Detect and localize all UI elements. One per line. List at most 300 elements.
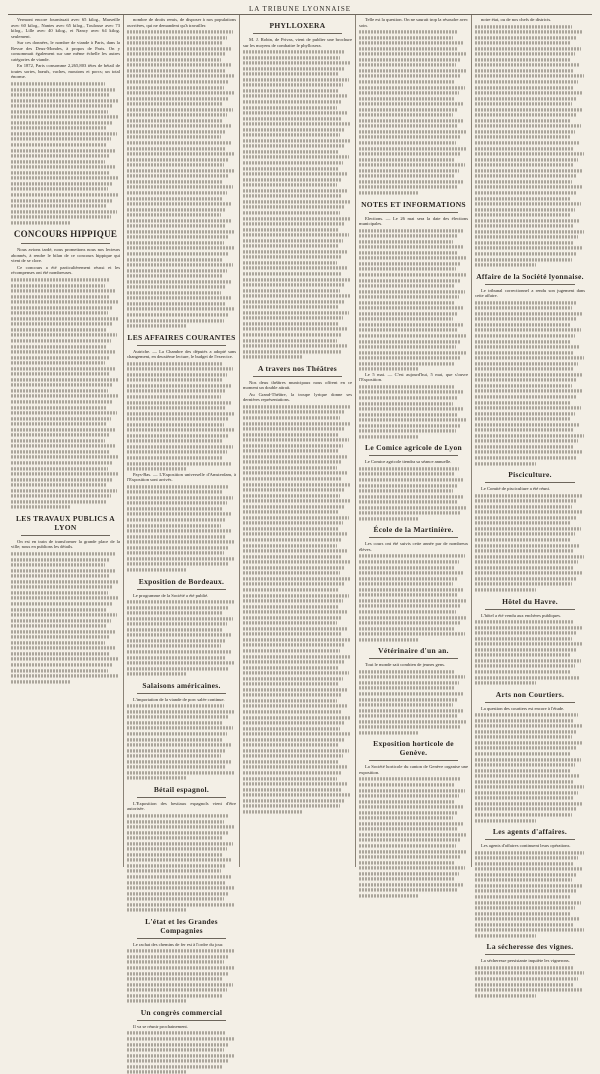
section-rule bbox=[369, 658, 458, 659]
text-line bbox=[475, 30, 582, 33]
text-line bbox=[475, 620, 573, 623]
text-line bbox=[243, 422, 350, 425]
text-line bbox=[127, 738, 222, 741]
text-line bbox=[475, 180, 572, 183]
text-line bbox=[127, 86, 224, 89]
text-line bbox=[243, 250, 348, 253]
text-line bbox=[243, 239, 343, 242]
text-line bbox=[359, 725, 461, 728]
text-line bbox=[475, 395, 576, 398]
text-line bbox=[11, 160, 105, 163]
text-line bbox=[127, 406, 225, 409]
text-line bbox=[475, 983, 573, 986]
text-line bbox=[475, 306, 572, 309]
text-line bbox=[475, 147, 574, 150]
section-heading: Bétail espagnol. bbox=[153, 784, 210, 794]
text-line bbox=[475, 538, 570, 541]
text-line bbox=[359, 86, 465, 89]
text-line bbox=[475, 505, 572, 508]
text-line bbox=[475, 141, 580, 144]
text-line bbox=[475, 994, 536, 997]
text-line bbox=[127, 950, 235, 953]
text-line bbox=[475, 318, 576, 321]
text-line bbox=[243, 766, 348, 769]
text-line bbox=[11, 121, 112, 124]
text-line bbox=[11, 591, 108, 594]
text-line bbox=[359, 306, 464, 309]
text-line bbox=[11, 624, 106, 627]
text-line bbox=[11, 334, 117, 337]
text-line bbox=[127, 280, 232, 283]
text-line bbox=[359, 257, 467, 260]
text-line bbox=[127, 535, 225, 538]
article-paragraph: Les cours ont été suivis cette année par de nombreux élèves. bbox=[359, 541, 468, 552]
text-line bbox=[11, 635, 110, 638]
text-line bbox=[127, 324, 187, 327]
text-line bbox=[243, 638, 351, 641]
text-line bbox=[127, 191, 227, 194]
text-line bbox=[243, 172, 348, 175]
text-line bbox=[243, 145, 344, 148]
text-line bbox=[475, 802, 583, 805]
text-column bbox=[240, 15, 356, 867]
text-line bbox=[11, 558, 110, 561]
text-line bbox=[127, 1000, 187, 1003]
text-line bbox=[127, 114, 227, 117]
text-line bbox=[359, 632, 465, 635]
text-line bbox=[359, 340, 461, 343]
text-line bbox=[127, 147, 225, 150]
text-line bbox=[359, 130, 467, 133]
text-line bbox=[11, 450, 109, 453]
text-line bbox=[475, 747, 576, 750]
text-line bbox=[127, 58, 221, 61]
text-line bbox=[475, 923, 574, 926]
text-line bbox=[11, 395, 118, 398]
text-line bbox=[243, 805, 340, 808]
text-line bbox=[475, 856, 578, 859]
text-line bbox=[243, 217, 350, 220]
text-line bbox=[475, 230, 584, 233]
section-rule bbox=[137, 693, 226, 694]
text-line bbox=[127, 966, 234, 969]
text-line bbox=[359, 731, 419, 734]
text-line bbox=[475, 384, 572, 387]
text-line bbox=[359, 391, 464, 394]
section-rule bbox=[137, 589, 226, 590]
text-line bbox=[243, 67, 344, 70]
text-line bbox=[11, 378, 119, 381]
text-line bbox=[127, 820, 224, 823]
text-line bbox=[475, 917, 580, 920]
section-heading: LES AFFAIRES COURANTES bbox=[127, 332, 236, 342]
text-line bbox=[11, 188, 108, 191]
text-line bbox=[127, 513, 232, 516]
section-rule bbox=[485, 954, 575, 955]
text-line bbox=[359, 800, 454, 803]
text-line bbox=[359, 839, 461, 842]
text-line bbox=[475, 884, 582, 887]
text-line bbox=[359, 351, 466, 354]
text-line bbox=[243, 655, 350, 658]
text-line bbox=[127, 462, 232, 465]
text-line bbox=[11, 295, 109, 298]
text-line bbox=[475, 429, 574, 432]
text-line bbox=[475, 58, 570, 61]
text-line bbox=[359, 703, 453, 706]
text-line bbox=[127, 108, 233, 111]
text-line bbox=[243, 73, 339, 76]
text-line bbox=[359, 53, 467, 56]
text-line bbox=[11, 461, 113, 464]
text-line bbox=[127, 650, 231, 653]
text-line bbox=[359, 125, 457, 128]
text-line bbox=[243, 694, 342, 697]
text-line bbox=[127, 836, 223, 839]
text-line bbox=[475, 202, 581, 205]
section-rule bbox=[137, 1020, 226, 1021]
section-rule bbox=[369, 455, 458, 456]
text-line bbox=[359, 889, 458, 892]
text-line bbox=[475, 312, 582, 315]
text-line bbox=[243, 721, 345, 724]
text-line bbox=[359, 229, 464, 232]
text-line bbox=[359, 866, 465, 869]
text-line bbox=[243, 633, 341, 636]
text-line bbox=[243, 150, 339, 153]
text-line bbox=[359, 506, 467, 509]
text-line bbox=[359, 484, 458, 487]
text-line bbox=[475, 791, 578, 794]
text-line bbox=[11, 99, 119, 102]
text-line bbox=[359, 69, 466, 72]
text-line bbox=[127, 158, 229, 161]
text-line bbox=[475, 797, 573, 800]
text-line bbox=[359, 385, 454, 388]
text-line bbox=[11, 323, 112, 326]
text-line bbox=[11, 284, 105, 287]
text-line bbox=[243, 688, 348, 691]
text-line bbox=[127, 445, 233, 448]
text-line bbox=[11, 574, 109, 577]
text-line bbox=[243, 660, 344, 663]
text-line bbox=[359, 473, 454, 476]
text-line bbox=[243, 206, 345, 209]
text-line bbox=[359, 58, 461, 61]
section-rule bbox=[253, 33, 342, 34]
article-paragraph: Tout le monde sait combien de jeunes gens. bbox=[365, 662, 446, 668]
text-line bbox=[359, 517, 419, 520]
text-line bbox=[359, 147, 466, 150]
section-rule bbox=[21, 243, 110, 244]
text-line bbox=[127, 892, 229, 895]
text-line bbox=[475, 186, 582, 189]
text-line bbox=[243, 333, 342, 336]
text-line bbox=[243, 705, 347, 708]
text-line bbox=[127, 848, 227, 851]
text-line bbox=[475, 163, 573, 166]
text-line bbox=[127, 141, 231, 144]
text-line bbox=[243, 549, 347, 552]
text-line bbox=[359, 698, 458, 701]
text-line bbox=[359, 41, 463, 44]
text-line bbox=[359, 108, 458, 111]
text-line bbox=[11, 647, 115, 650]
text-line bbox=[11, 680, 71, 683]
text-line bbox=[243, 644, 345, 647]
text-line bbox=[475, 544, 580, 547]
text-line bbox=[127, 451, 227, 454]
text-line bbox=[359, 402, 453, 405]
text-line bbox=[475, 522, 571, 525]
text-line bbox=[243, 782, 347, 785]
text-line bbox=[11, 552, 116, 555]
section-rule bbox=[21, 535, 110, 536]
text-line bbox=[359, 817, 453, 820]
text-line bbox=[475, 119, 571, 122]
text-line bbox=[243, 738, 344, 741]
text-line bbox=[475, 676, 580, 679]
article-paragraph: Sur ces données, le nombre de viande à Paris, dans la Revue des Deux-Mondes, à propos de Paris. On y consommait également sur une même échelle les autres catégories de viande. bbox=[11, 40, 120, 62]
text-line bbox=[127, 897, 224, 900]
text-line bbox=[475, 912, 570, 915]
text-line bbox=[243, 671, 349, 674]
text-line bbox=[243, 710, 341, 713]
text-line bbox=[475, 323, 571, 326]
text-line bbox=[11, 619, 111, 622]
text-line bbox=[359, 588, 463, 591]
section-heading: Arts non Courtiers. bbox=[495, 689, 565, 699]
text-line bbox=[475, 440, 578, 443]
article-paragraph: Le Comité de pisciculture a été réuni. bbox=[481, 486, 551, 492]
text-line bbox=[359, 262, 461, 265]
section-rule bbox=[485, 609, 575, 610]
text-line bbox=[475, 654, 571, 657]
text-line bbox=[475, 583, 572, 586]
section-rule bbox=[137, 797, 226, 798]
text-line bbox=[127, 977, 223, 980]
text-line bbox=[11, 373, 109, 376]
section-rule bbox=[369, 537, 458, 538]
text-line bbox=[359, 80, 455, 83]
text-line bbox=[127, 721, 223, 724]
text-line bbox=[475, 868, 583, 871]
article-paragraph: La sécheresse persistante inquiète les vignerons. bbox=[481, 958, 570, 964]
text-line bbox=[359, 560, 459, 563]
text-line bbox=[127, 859, 232, 862]
text-line bbox=[243, 472, 347, 475]
text-line bbox=[127, 291, 221, 294]
text-line bbox=[243, 228, 339, 231]
text-line bbox=[243, 89, 338, 92]
text-line bbox=[127, 434, 228, 437]
text-line bbox=[127, 1070, 187, 1073]
text-line bbox=[475, 736, 572, 739]
text-line bbox=[11, 199, 112, 202]
text-line bbox=[127, 568, 187, 571]
text-line bbox=[243, 483, 351, 486]
text-line bbox=[475, 966, 574, 969]
text-line bbox=[359, 284, 455, 287]
text-line bbox=[359, 681, 459, 684]
text-line bbox=[475, 208, 575, 211]
text-line bbox=[11, 82, 105, 85]
text-line bbox=[475, 401, 571, 404]
text-line bbox=[127, 955, 229, 958]
text-line bbox=[243, 233, 349, 236]
text-line bbox=[359, 828, 457, 831]
text-line bbox=[11, 669, 108, 672]
text-line bbox=[11, 384, 113, 387]
section-heading: Le Comice agricole de Lyon bbox=[365, 443, 462, 453]
text-line bbox=[11, 367, 115, 370]
text-line bbox=[359, 30, 458, 33]
text-line bbox=[11, 422, 106, 425]
text-line bbox=[475, 169, 583, 172]
text-line bbox=[475, 659, 581, 662]
text-line bbox=[243, 289, 340, 292]
text-line bbox=[127, 485, 228, 488]
text-line bbox=[359, 855, 460, 858]
article-paragraph: L'hôtel a été vendu aux enchères publiques. bbox=[481, 612, 562, 618]
text-line bbox=[243, 577, 350, 580]
running-head: LA TRIBUNE LYONNAISE bbox=[8, 4, 592, 15]
text-line bbox=[11, 563, 105, 566]
text-line bbox=[127, 202, 232, 205]
text-line bbox=[127, 672, 187, 675]
text-line bbox=[127, 423, 224, 426]
text-line bbox=[127, 1054, 234, 1057]
text-line bbox=[127, 390, 226, 393]
section-heading: NOTES ET INFORMATIONS bbox=[361, 199, 466, 209]
text-line bbox=[243, 450, 338, 453]
text-line bbox=[127, 864, 226, 867]
text-line bbox=[127, 704, 224, 707]
text-line bbox=[11, 278, 110, 281]
text-line bbox=[127, 97, 228, 100]
text-line bbox=[475, 713, 578, 716]
text-line bbox=[475, 362, 578, 365]
text-line bbox=[127, 30, 233, 33]
text-line bbox=[475, 555, 584, 558]
text-line bbox=[475, 75, 584, 78]
text-line bbox=[359, 114, 453, 117]
text-line bbox=[11, 143, 106, 146]
text-line bbox=[127, 80, 229, 83]
text-line bbox=[243, 178, 342, 181]
article-paragraph: Autriche. — La Chambre des députés a adopté sans changement, en deuxième lecture, le budget de l'exercice. bbox=[127, 348, 236, 360]
text-line bbox=[475, 494, 583, 497]
text-line bbox=[475, 929, 584, 932]
text-line bbox=[127, 972, 228, 975]
text-line bbox=[475, 69, 574, 72]
text-line bbox=[359, 64, 456, 67]
text-line bbox=[475, 434, 584, 437]
text-line bbox=[243, 211, 340, 214]
text-line bbox=[475, 648, 576, 651]
text-line bbox=[475, 252, 577, 255]
text-line bbox=[475, 356, 584, 359]
text-line bbox=[11, 149, 116, 152]
article-paragraph: Nos deux théâtres municipaux nous offrent en ce moment un double attrait. bbox=[243, 379, 352, 391]
text-line bbox=[359, 720, 467, 723]
text-line bbox=[475, 560, 578, 563]
text-line bbox=[359, 489, 453, 492]
text-line bbox=[127, 274, 222, 277]
text-line bbox=[243, 555, 341, 558]
text-line bbox=[359, 605, 461, 608]
section-heading: Vétérinaire d'un an. bbox=[378, 646, 449, 656]
text-line bbox=[243, 283, 345, 286]
text-line bbox=[243, 56, 340, 59]
text-line bbox=[359, 407, 463, 410]
text-line bbox=[11, 608, 107, 611]
text-line bbox=[11, 472, 118, 475]
text-line bbox=[475, 862, 573, 865]
text-line bbox=[475, 906, 575, 909]
text-line bbox=[127, 297, 231, 300]
text-line bbox=[11, 328, 107, 331]
text-line bbox=[359, 610, 456, 613]
text-line bbox=[127, 208, 226, 211]
text-line bbox=[475, 977, 578, 980]
article-paragraph: Nous avions tardé, nous promettons nous nos lecteurs abonnés, à rendre le bilan de ce concours hippique qui vient de se clore. bbox=[11, 247, 120, 264]
text-line bbox=[243, 328, 348, 331]
text-line bbox=[475, 417, 570, 420]
text-line bbox=[127, 373, 227, 376]
article-paragraph: Le Comice agricole tiendra sa séance annuelle. bbox=[365, 459, 452, 465]
text-line bbox=[359, 566, 454, 569]
article-paragraph: Le programme de la Société a été publié. bbox=[133, 592, 209, 598]
text-line bbox=[475, 97, 577, 100]
text-line bbox=[359, 822, 463, 825]
text-line bbox=[359, 555, 465, 558]
text-line bbox=[127, 467, 187, 470]
text-line bbox=[359, 97, 454, 100]
text-line bbox=[475, 901, 581, 904]
text-line bbox=[127, 219, 231, 222]
text-line bbox=[475, 406, 581, 409]
text-line bbox=[127, 230, 235, 233]
text-line bbox=[127, 319, 224, 322]
text-line bbox=[359, 301, 454, 304]
text-line bbox=[11, 663, 113, 666]
text-line bbox=[127, 130, 226, 133]
text-line bbox=[127, 224, 225, 227]
section-heading: PHYLLOXERA bbox=[269, 21, 326, 30]
text-line bbox=[243, 744, 339, 747]
text-line bbox=[243, 699, 337, 702]
text-line bbox=[127, 91, 234, 94]
text-line bbox=[475, 345, 580, 348]
text-line bbox=[475, 988, 583, 991]
text-line bbox=[11, 613, 117, 616]
text-line bbox=[11, 215, 111, 218]
text-line bbox=[359, 783, 455, 786]
text-line bbox=[243, 84, 343, 87]
text-line bbox=[127, 53, 226, 56]
text-line bbox=[475, 213, 570, 216]
text-line bbox=[359, 709, 463, 712]
text-line bbox=[243, 355, 303, 358]
text-line bbox=[243, 621, 337, 624]
text-line bbox=[127, 180, 223, 183]
text-line bbox=[127, 777, 187, 780]
columns bbox=[8, 15, 592, 1029]
text-line bbox=[359, 119, 463, 122]
text-line bbox=[359, 670, 455, 673]
text-line bbox=[243, 533, 348, 536]
